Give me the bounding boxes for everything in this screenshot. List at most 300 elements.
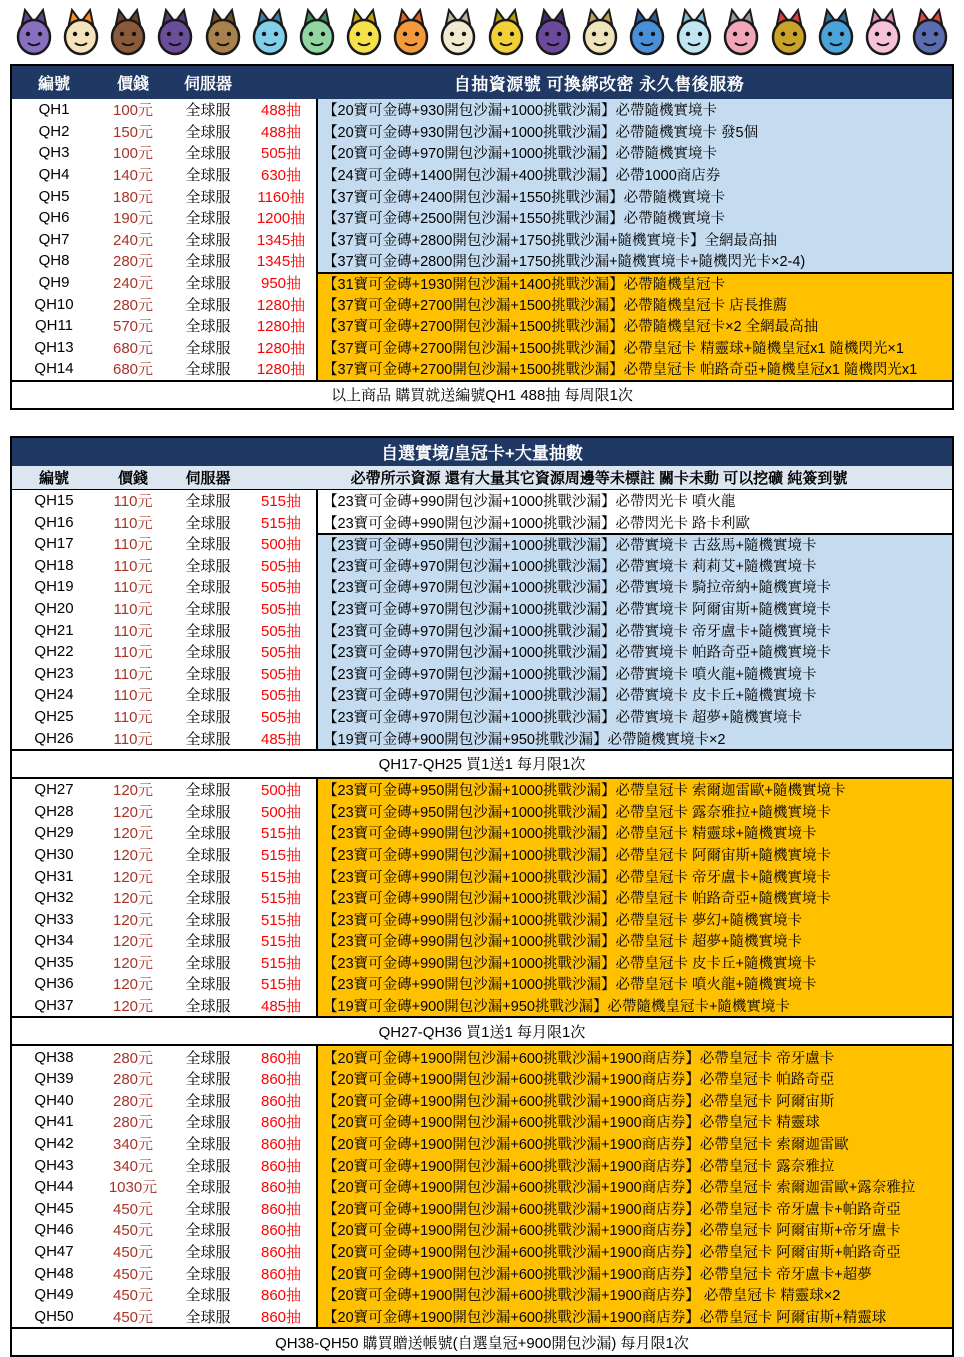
draws-cell: 505抽 — [260, 665, 302, 683]
draws-cell: 500抽 — [260, 782, 302, 800]
server-cell: 全球服 — [185, 1092, 231, 1110]
price-cell: 450元 — [112, 1287, 154, 1305]
price-cell: 570元 — [112, 318, 154, 336]
draws-cell: 950抽 — [260, 275, 302, 293]
price-cell: 110元 — [113, 600, 153, 618]
draws-cell: 505抽 — [260, 622, 302, 640]
draws-cell: 860抽 — [260, 1200, 302, 1218]
detail-cell: 【20寶可金磚+930開包沙漏+1000挑戰沙漏】必帶隨機實境卡 — [316, 99, 952, 121]
product-id-cell: QH19 — [34, 578, 74, 596]
section-0-footer-note: QH17-QH25 買1送1 每月限1次 — [12, 749, 952, 779]
product-id-cell: QH28 — [34, 802, 74, 820]
product-id-cell: QH41 — [34, 1113, 74, 1131]
table-row — [12, 1133, 952, 1155]
draws-cell: 515抽 — [260, 911, 302, 929]
product-table-premium — [10, 64, 954, 410]
server-cell: 全球服 — [185, 687, 231, 705]
price-cell: 240元 — [112, 275, 154, 293]
product-id-cell: QH21 — [34, 621, 74, 639]
price-cell: 450元 — [112, 1244, 154, 1262]
table-row — [12, 555, 952, 577]
draws-cell: 500抽 — [260, 803, 302, 821]
product-id-cell: QH34 — [34, 932, 74, 950]
table2-header-note: 必帶所示資源 還有大量其它資源周邊等未標註 關卡未動 可以挖礦 純簽到號 — [350, 469, 848, 487]
detail-cell: 【23寶可金磚+990開包沙漏+1000挑戰沙漏】必帶皇冠卡 精靈球+隨機實境卡 — [316, 822, 952, 844]
draws-cell: 515抽 — [260, 954, 302, 972]
draws-cell: 505抽 — [260, 557, 302, 575]
server-cell: 全球服 — [185, 1157, 231, 1175]
table-row — [12, 684, 952, 706]
price-cell: 110元 — [113, 579, 153, 597]
detail-cell: 【23寶可金磚+990開包沙漏+1000挑戰沙漏】必帶皇冠卡 皮卡丘+隨機實境卡 — [316, 952, 952, 974]
detail-cell: 【23寶可金磚+990開包沙漏+1000挑戰沙漏】必帶皇冠卡 阿爾宙斯+隨機實境卡 — [316, 844, 952, 866]
detail-cell: 【23寶可金磚+970開包沙漏+1000挑戰沙漏】必帶實境卡 皮卡丘+隨機實境卡 — [316, 684, 952, 706]
table2-section-2-rows — [12, 1046, 952, 1327]
column-header-server: 伺服器 — [185, 469, 231, 487]
server-cell: 全球服 — [185, 296, 231, 314]
gyarados-sprite — [814, 7, 858, 57]
price-cell: 120元 — [112, 976, 154, 994]
draws-cell: 515抽 — [260, 825, 302, 843]
table-row — [12, 1262, 952, 1284]
price-cell: 1030元 — [108, 1179, 158, 1197]
server-cell: 全球服 — [185, 318, 231, 336]
product-id-cell: QH20 — [34, 599, 74, 617]
draws-cell: 505抽 — [260, 579, 302, 597]
server-cell: 全球服 — [185, 1308, 231, 1326]
sandslash-sprite — [201, 7, 245, 57]
table-row — [12, 164, 952, 186]
detail-cell: 【31寶可金磚+1930開包沙漏+1400挑戰沙漏】必帶隨機皇冠卡 — [316, 272, 952, 294]
detail-cell: 【23寶可金磚+990開包沙漏+1000挑戰沙漏】必帶皇冠卡 超夢+隨機實境卡 — [316, 930, 952, 952]
server-cell: 全球服 — [185, 514, 231, 532]
draws-cell: 515抽 — [260, 493, 302, 511]
draws-cell: 1160抽 — [257, 188, 305, 206]
detail-cell: 【37寶可金磚+2500開包沙漏+1550挑戰沙漏】必帶隨機實境卡 — [316, 207, 952, 229]
product-id-cell: QH26 — [34, 729, 74, 747]
price-cell: 280元 — [112, 1049, 154, 1067]
product-table-custom — [10, 436, 954, 1357]
server-cell: 全球服 — [185, 622, 231, 640]
price-cell: 100元 — [112, 145, 154, 163]
column-header-server: 伺服器 — [183, 76, 232, 93]
detail-cell: 【23寶可金磚+950開包沙漏+1000挑戰沙漏】必帶皇冠卡 索爾迦雷歐+隨機實境卡 — [316, 779, 952, 801]
price-cell: 450元 — [112, 1265, 154, 1283]
server-cell: 全球服 — [185, 557, 231, 575]
server-cell: 全球服 — [185, 231, 231, 249]
price-cell: 120元 — [112, 782, 154, 800]
draws-cell: 485抽 — [260, 730, 302, 748]
table-row — [12, 930, 952, 952]
pikachu-sprite — [342, 7, 386, 57]
table-row — [12, 1176, 952, 1198]
section-1-footer-note: QH27-QH36 買1送1 每月限1次 — [12, 1016, 952, 1046]
detail-cell: 【23寶可金磚+970開包沙漏+1000挑戰沙漏】必帶實境卡 阿爾宙斯+隨機實境卡 — [316, 598, 952, 620]
draws-cell: 1345抽 — [256, 231, 306, 249]
product-id-cell: QH22 — [34, 643, 74, 661]
table-row — [12, 1046, 952, 1068]
table1-header-row — [12, 66, 952, 99]
draws-cell: 500抽 — [260, 536, 302, 554]
table-row — [12, 250, 952, 272]
product-id-cell: QH38 — [34, 1048, 74, 1066]
meowth-sprite — [578, 7, 622, 57]
product-id-cell: QH10 — [34, 295, 74, 313]
product-id-cell: QH9 — [38, 274, 70, 292]
detail-cell: 【20寶可金磚+1900開包沙漏+600挑戰沙漏+1900商店券】必帶皇冠卡 帝牙盧卡+超夢 — [316, 1262, 952, 1284]
detail-cell: 【23寶可金磚+970開包沙漏+1000挑戰沙漏】必帶實境卡 莉莉艾+隨機實境卡 — [316, 555, 952, 577]
table-row — [12, 121, 952, 143]
price-cell: 100元 — [112, 102, 154, 120]
draws-cell: 488抽 — [260, 123, 302, 141]
product-id-cell: QH45 — [34, 1199, 74, 1217]
product-id-cell: QH37 — [34, 997, 74, 1015]
product-id-cell: QH23 — [34, 664, 74, 682]
detail-cell: 【20寶可金磚+970開包沙漏+1000挑戰沙漏】必帶隨機實境卡 — [316, 142, 952, 164]
table-row — [12, 1154, 952, 1176]
detail-cell: 【19寶可金磚+900開包沙漏+950挑戰沙漏】必帶隨機實境卡×2 — [316, 727, 952, 749]
detail-cell: 【20寶可金磚+1900開包沙漏+600挑戰沙漏+1900商店券】必帶皇冠卡 阿爾宙斯+精靈球 — [316, 1306, 952, 1328]
squirtle-sprite — [248, 7, 292, 57]
product-id-cell: QH27 — [34, 781, 74, 799]
server-cell: 全球服 — [185, 145, 231, 163]
diglett-sprite — [106, 7, 150, 57]
table-row — [12, 315, 952, 337]
table-row — [12, 844, 952, 866]
product-id-cell: QH44 — [34, 1178, 74, 1196]
server-cell: 全球服 — [185, 868, 231, 886]
table-row — [12, 207, 952, 229]
table-row — [12, 1306, 952, 1328]
table-row — [12, 662, 952, 684]
detail-cell: 【23寶可金磚+950開包沙漏+1000挑戰沙漏】必帶實境卡 古茲馬+隨機實境卡 — [316, 533, 952, 555]
detail-cell: 【20寶可金磚+1900開包沙漏+600挑戰沙漏+1900商店券】必帶皇冠卡 阿爾宙斯+帝牙盧卡 — [316, 1219, 952, 1241]
product-id-cell: QH29 — [34, 824, 74, 842]
table-row — [12, 598, 952, 620]
server-cell: 全球服 — [185, 708, 231, 726]
detail-cell: 【23寶可金磚+990開包沙漏+1000挑戰沙漏】必帶閃光卡 路卡利歐 — [316, 511, 952, 533]
detail-cell: 【20寶可金磚+1900開包沙漏+600挑戰沙漏+1900商店券】 必帶皇冠卡 精靈球×2 — [316, 1284, 952, 1306]
detail-cell: 【20寶可金磚+1900開包沙漏+600挑戰沙漏+1900商店券】必帶皇冠卡 索爾迦雷歐 — [316, 1133, 952, 1155]
price-cell: 120元 — [112, 825, 154, 843]
detail-cell: 【20寶可金磚+1900開包沙漏+600挑戰沙漏+1900商店券】必帶皇冠卡 帝牙盧卡 — [316, 1046, 952, 1068]
price-cell: 120元 — [112, 868, 154, 886]
table-row — [12, 358, 952, 380]
server-cell: 全球服 — [185, 188, 231, 206]
server-cell: 全球服 — [185, 911, 231, 929]
price-cell: 140元 — [112, 167, 154, 185]
draws-cell: 505抽 — [260, 600, 302, 618]
table-gap — [0, 410, 964, 436]
price-cell: 280元 — [112, 1092, 154, 1110]
column-header-id: 編號 — [38, 469, 69, 487]
price-cell: 110元 — [113, 536, 153, 554]
price-cell: 120元 — [112, 954, 154, 972]
server-cell: 全球服 — [185, 665, 231, 683]
server-cell: 全球服 — [185, 102, 231, 120]
table-row — [12, 822, 952, 844]
draws-cell: 515抽 — [260, 846, 302, 864]
detail-cell: 【37寶可金磚+2700開包沙漏+1500挑戰沙漏】必帶皇冠卡 帕路奇亞+隨機皇冠x1 隨機閃光x1 — [316, 358, 952, 380]
draws-cell: 505抽 — [260, 687, 302, 705]
product-id-cell: QH6 — [38, 209, 70, 227]
product-id-cell: QH1 — [38, 101, 70, 119]
detail-cell: 【20寶可金磚+1900開包沙漏+600挑戰沙漏+1900商店券】必帶皇冠卡 阿爾宙斯+帕路奇亞 — [316, 1241, 952, 1263]
server-cell: 全球服 — [185, 1265, 231, 1283]
detail-cell: 【24寶可金磚+1400開包沙漏+400挑戰沙漏】必帶1000商店券 — [316, 164, 952, 186]
detail-cell: 【23寶可金磚+970開包沙漏+1000挑戰沙漏】必帶實境卡 騎拉帝納+隨機實境卡 — [316, 576, 952, 598]
dratini-sprite — [625, 7, 669, 57]
product-id-cell: QH47 — [34, 1243, 74, 1261]
product-id-cell: QH39 — [34, 1070, 74, 1088]
server-cell: 全球服 — [185, 275, 231, 293]
price-cell: 110元 — [113, 665, 153, 683]
server-cell: 全球服 — [185, 361, 231, 379]
draws-cell: 1280抽 — [256, 318, 306, 336]
table-row — [12, 1198, 952, 1220]
server-cell: 全球服 — [185, 998, 231, 1016]
price-cell: 150元 — [112, 123, 154, 141]
product-id-cell: QH7 — [38, 230, 70, 248]
table-row — [12, 1111, 952, 1133]
product-id-cell: QH36 — [34, 975, 74, 993]
staryu-sprite — [767, 7, 811, 57]
server-cell: 全球服 — [185, 803, 231, 821]
draws-cell: 860抽 — [260, 1136, 302, 1154]
price-cell: 340元 — [112, 1157, 154, 1175]
detail-cell: 【20寶可金磚+1900開包沙漏+600挑戰沙漏+1900商店券】必帶皇冠卡 帝牙盧卡+帕路奇亞 — [316, 1198, 952, 1220]
draws-cell: 860抽 — [260, 1179, 302, 1197]
jigglypuff-sprite — [861, 7, 905, 57]
detail-cell: 【37寶可金磚+2700開包沙漏+1500挑戰沙漏】必帶隨機皇冠卡 店長推薦 — [316, 293, 952, 315]
detail-cell: 【20寶可金磚+1900開包沙漏+600挑戰沙漏+1900商店券】必帶皇冠卡 阿爾宙斯 — [316, 1090, 952, 1112]
product-id-cell: QH42 — [34, 1135, 74, 1153]
table-row — [12, 490, 952, 512]
product-id-cell: QH43 — [34, 1156, 74, 1174]
server-cell: 全球服 — [185, 493, 231, 511]
draws-cell: 515抽 — [260, 933, 302, 951]
table-row — [12, 272, 952, 294]
table-row — [12, 619, 952, 641]
pokemon-sprite-strip — [0, 0, 964, 62]
price-cell: 110元 — [113, 708, 153, 726]
product-id-cell: QH30 — [34, 845, 74, 863]
table2-title: 自選實境/皇冠卡+大量抽數 — [12, 438, 952, 466]
table-row — [12, 511, 952, 533]
table1-footer-note: 以上商品 購買就送編號QH1 488抽 每周限1次 — [12, 380, 952, 408]
product-id-cell: QH11 — [34, 317, 74, 335]
table1-title: 自抽資源號 可換綁改密 永久售後服務 — [453, 75, 745, 94]
detail-cell: 【20寶可金磚+1900開包沙漏+600挑戰沙漏+1900商店券】必帶皇冠卡 精靈球 — [316, 1111, 952, 1133]
server-cell: 全球服 — [185, 1287, 231, 1305]
product-id-cell: QH5 — [38, 187, 70, 205]
detail-cell: 【37寶可金磚+2800開包沙漏+1750挑戰沙漏+隨機實境卡+隨機閃光卡×2-4) — [316, 250, 952, 272]
draws-cell: 860抽 — [260, 1071, 302, 1089]
detail-cell: 【37寶可金磚+2800開包沙漏+1750挑戰沙漏+隨機實境卡】全網最高抽 — [316, 229, 952, 251]
server-cell: 全球服 — [185, 167, 231, 185]
price-cell: 110元 — [113, 493, 153, 511]
product-id-cell: QH33 — [34, 910, 74, 928]
table2-section-1-rows — [12, 779, 952, 1017]
price-cell: 120元 — [112, 911, 154, 929]
product-id-cell: QH2 — [38, 122, 70, 140]
table-row — [12, 1090, 952, 1112]
detail-cell: 【20寶可金磚+930開包沙漏+1000挑戰沙漏】必帶隨機實境卡 發5個 — [316, 121, 952, 143]
price-cell: 110元 — [113, 557, 153, 575]
server-cell: 全球服 — [185, 933, 231, 951]
table2-header-row — [12, 466, 952, 490]
detail-cell: 【23寶可金磚+990開包沙漏+1000挑戰沙漏】必帶皇冠卡 帝牙盧卡+隨機實境卡 — [316, 865, 952, 887]
table-row — [12, 800, 952, 822]
ponyta-sprite — [59, 7, 103, 57]
draws-cell: 1280抽 — [256, 296, 306, 314]
bulbasaur-sprite — [295, 7, 339, 57]
zapdos-sprite — [484, 7, 528, 57]
price-cell: 450元 — [112, 1222, 154, 1240]
server-cell: 全球服 — [185, 730, 231, 748]
detail-cell: 【37寶可金磚+2700開包沙漏+1500挑戰沙漏】必帶皇冠卡 精靈球+隨機皇冠x1 隨機閃光×1 — [316, 337, 952, 359]
detail-cell: 【19寶可金磚+900開包沙漏+950挑戰沙漏】必帶隨機皇冠卡+隨機實境卡 — [316, 995, 952, 1017]
server-cell: 全球服 — [185, 890, 231, 908]
table-row — [12, 887, 952, 909]
price-cell: 120元 — [112, 803, 154, 821]
table-row — [12, 865, 952, 887]
price-cell: 450元 — [112, 1308, 154, 1326]
draws-cell: 505抽 — [260, 145, 302, 163]
price-cell: 120元 — [112, 933, 154, 951]
table-row — [12, 908, 952, 930]
server-cell: 全球服 — [185, 579, 231, 597]
server-cell: 全球服 — [185, 210, 231, 228]
product-id-cell: QH40 — [34, 1091, 74, 1109]
table-row — [12, 995, 952, 1017]
price-cell: 110元 — [113, 622, 153, 640]
draws-cell: 515抽 — [260, 976, 302, 994]
draws-cell: 515抽 — [260, 514, 302, 532]
price-cell: 680元 — [112, 339, 154, 357]
table-row — [12, 1068, 952, 1090]
table-row — [12, 337, 952, 359]
draws-cell: 485抽 — [260, 998, 302, 1016]
table-row — [12, 99, 952, 121]
table-row — [12, 229, 952, 251]
slowbro-sprite — [719, 7, 763, 57]
column-header-id: 編號 — [37, 76, 70, 93]
price-cell: 340元 — [112, 1136, 154, 1154]
draws-cell: 488抽 — [260, 102, 302, 120]
server-cell: 全球服 — [185, 846, 231, 864]
server-cell: 全球服 — [185, 954, 231, 972]
table-row — [12, 727, 952, 749]
product-id-cell: QH31 — [34, 867, 74, 885]
price-cell: 110元 — [113, 514, 153, 532]
togepi-sprite — [436, 7, 480, 57]
table-row — [12, 533, 952, 555]
detail-cell: 【23寶可金磚+950開包沙漏+1000挑戰沙漏】必帶皇冠卡 露奈雅拉+隨機實境卡 — [316, 800, 952, 822]
product-id-cell: QH25 — [34, 707, 74, 725]
draws-cell: 1280抽 — [256, 339, 306, 357]
product-id-cell: QH48 — [34, 1264, 74, 1282]
table-row — [12, 293, 952, 315]
product-id-cell: QH15 — [34, 492, 74, 510]
server-cell: 全球服 — [185, 1222, 231, 1240]
server-cell: 全球服 — [185, 1114, 231, 1132]
seel-sprite — [672, 7, 716, 57]
price-cell: 180元 — [112, 188, 154, 206]
table-row — [12, 952, 952, 974]
product-id-cell: QH46 — [34, 1221, 74, 1239]
detail-cell: 【37寶可金磚+2400開包沙漏+1550挑戰沙漏】必帶隨機實境卡 — [316, 185, 952, 207]
table-row — [12, 142, 952, 164]
price-cell: 280元 — [112, 1071, 154, 1089]
server-cell: 全球服 — [185, 1200, 231, 1218]
table-row — [12, 973, 952, 995]
detail-cell: 【23寶可金磚+970開包沙漏+1000挑戰沙漏】必帶實境卡 帝牙盧卡+隨機實境卡 — [316, 619, 952, 641]
detail-cell: 【23寶可金磚+990開包沙漏+1000挑戰沙漏】必帶皇冠卡 夢幻+隨機實境卡 — [316, 908, 952, 930]
server-cell: 全球服 — [185, 644, 231, 662]
detail-cell: 【23寶可金磚+970開包沙漏+1000挑戰沙漏】必帶實境卡 噴火龍+隨機實境卡 — [316, 662, 952, 684]
draws-cell: 860抽 — [260, 1092, 302, 1110]
table-row — [12, 779, 952, 801]
price-cell: 110元 — [113, 730, 153, 748]
product-id-cell: QH35 — [34, 953, 74, 971]
price-cell: 280元 — [112, 1114, 154, 1132]
column-header-price: 價錢 — [116, 76, 149, 93]
product-id-cell: QH50 — [34, 1307, 74, 1325]
detail-cell: 【23寶可金磚+990開包沙漏+1000挑戰沙漏】必帶皇冠卡 帕路奇亞+隨機實境卡 — [316, 887, 952, 909]
detail-cell: 【23寶可金磚+990開包沙漏+1000挑戰沙漏】必帶皇冠卡 噴火龍+隨機實境卡 — [316, 973, 952, 995]
server-cell: 全球服 — [185, 1071, 231, 1089]
table-row — [12, 1284, 952, 1306]
table-row — [12, 576, 952, 598]
product-id-cell: QH17 — [34, 535, 74, 553]
price-cell: 280元 — [112, 253, 154, 271]
price-cell: 450元 — [112, 1200, 154, 1218]
draws-cell: 505抽 — [260, 644, 302, 662]
draws-cell: 505抽 — [260, 708, 302, 726]
product-id-cell: QH8 — [38, 252, 70, 270]
detail-cell: 【23寶可金磚+970開包沙漏+1000挑戰沙漏】必帶實境卡 超夢+隨機實境卡 — [316, 706, 952, 728]
server-cell: 全球服 — [185, 976, 231, 994]
price-cell: 120元 — [112, 846, 154, 864]
price-cell: 190元 — [112, 210, 154, 228]
table-row — [12, 185, 952, 207]
server-cell: 全球服 — [185, 339, 231, 357]
server-cell: 全球服 — [185, 253, 231, 271]
product-id-cell: QH14 — [34, 360, 74, 378]
price-cell: 110元 — [113, 687, 153, 705]
draws-cell: 860抽 — [260, 1157, 302, 1175]
price-cell: 280元 — [112, 296, 154, 314]
table-row — [12, 1241, 952, 1263]
price-cell: 680元 — [112, 361, 154, 379]
product-id-cell: QH3 — [38, 144, 70, 162]
charmander-sprite — [389, 7, 433, 57]
draws-cell: 1200抽 — [256, 210, 306, 228]
arbok-sprite — [153, 7, 197, 57]
draws-cell: 1280抽 — [256, 361, 306, 379]
server-cell: 全球服 — [185, 825, 231, 843]
detail-cell: 【20寶可金磚+1900開包沙漏+600挑戰沙漏+1900商店券】必帶皇冠卡 帕路奇亞 — [316, 1068, 952, 1090]
draws-cell: 860抽 — [260, 1222, 302, 1240]
product-id-cell: QH49 — [34, 1286, 74, 1304]
draws-cell: 860抽 — [260, 1114, 302, 1132]
table1-rows — [12, 99, 952, 380]
vileplume-sprite — [908, 7, 952, 57]
draws-cell: 860抽 — [260, 1265, 302, 1283]
draws-cell: 860抽 — [260, 1244, 302, 1262]
haunter-sprite — [12, 7, 56, 57]
